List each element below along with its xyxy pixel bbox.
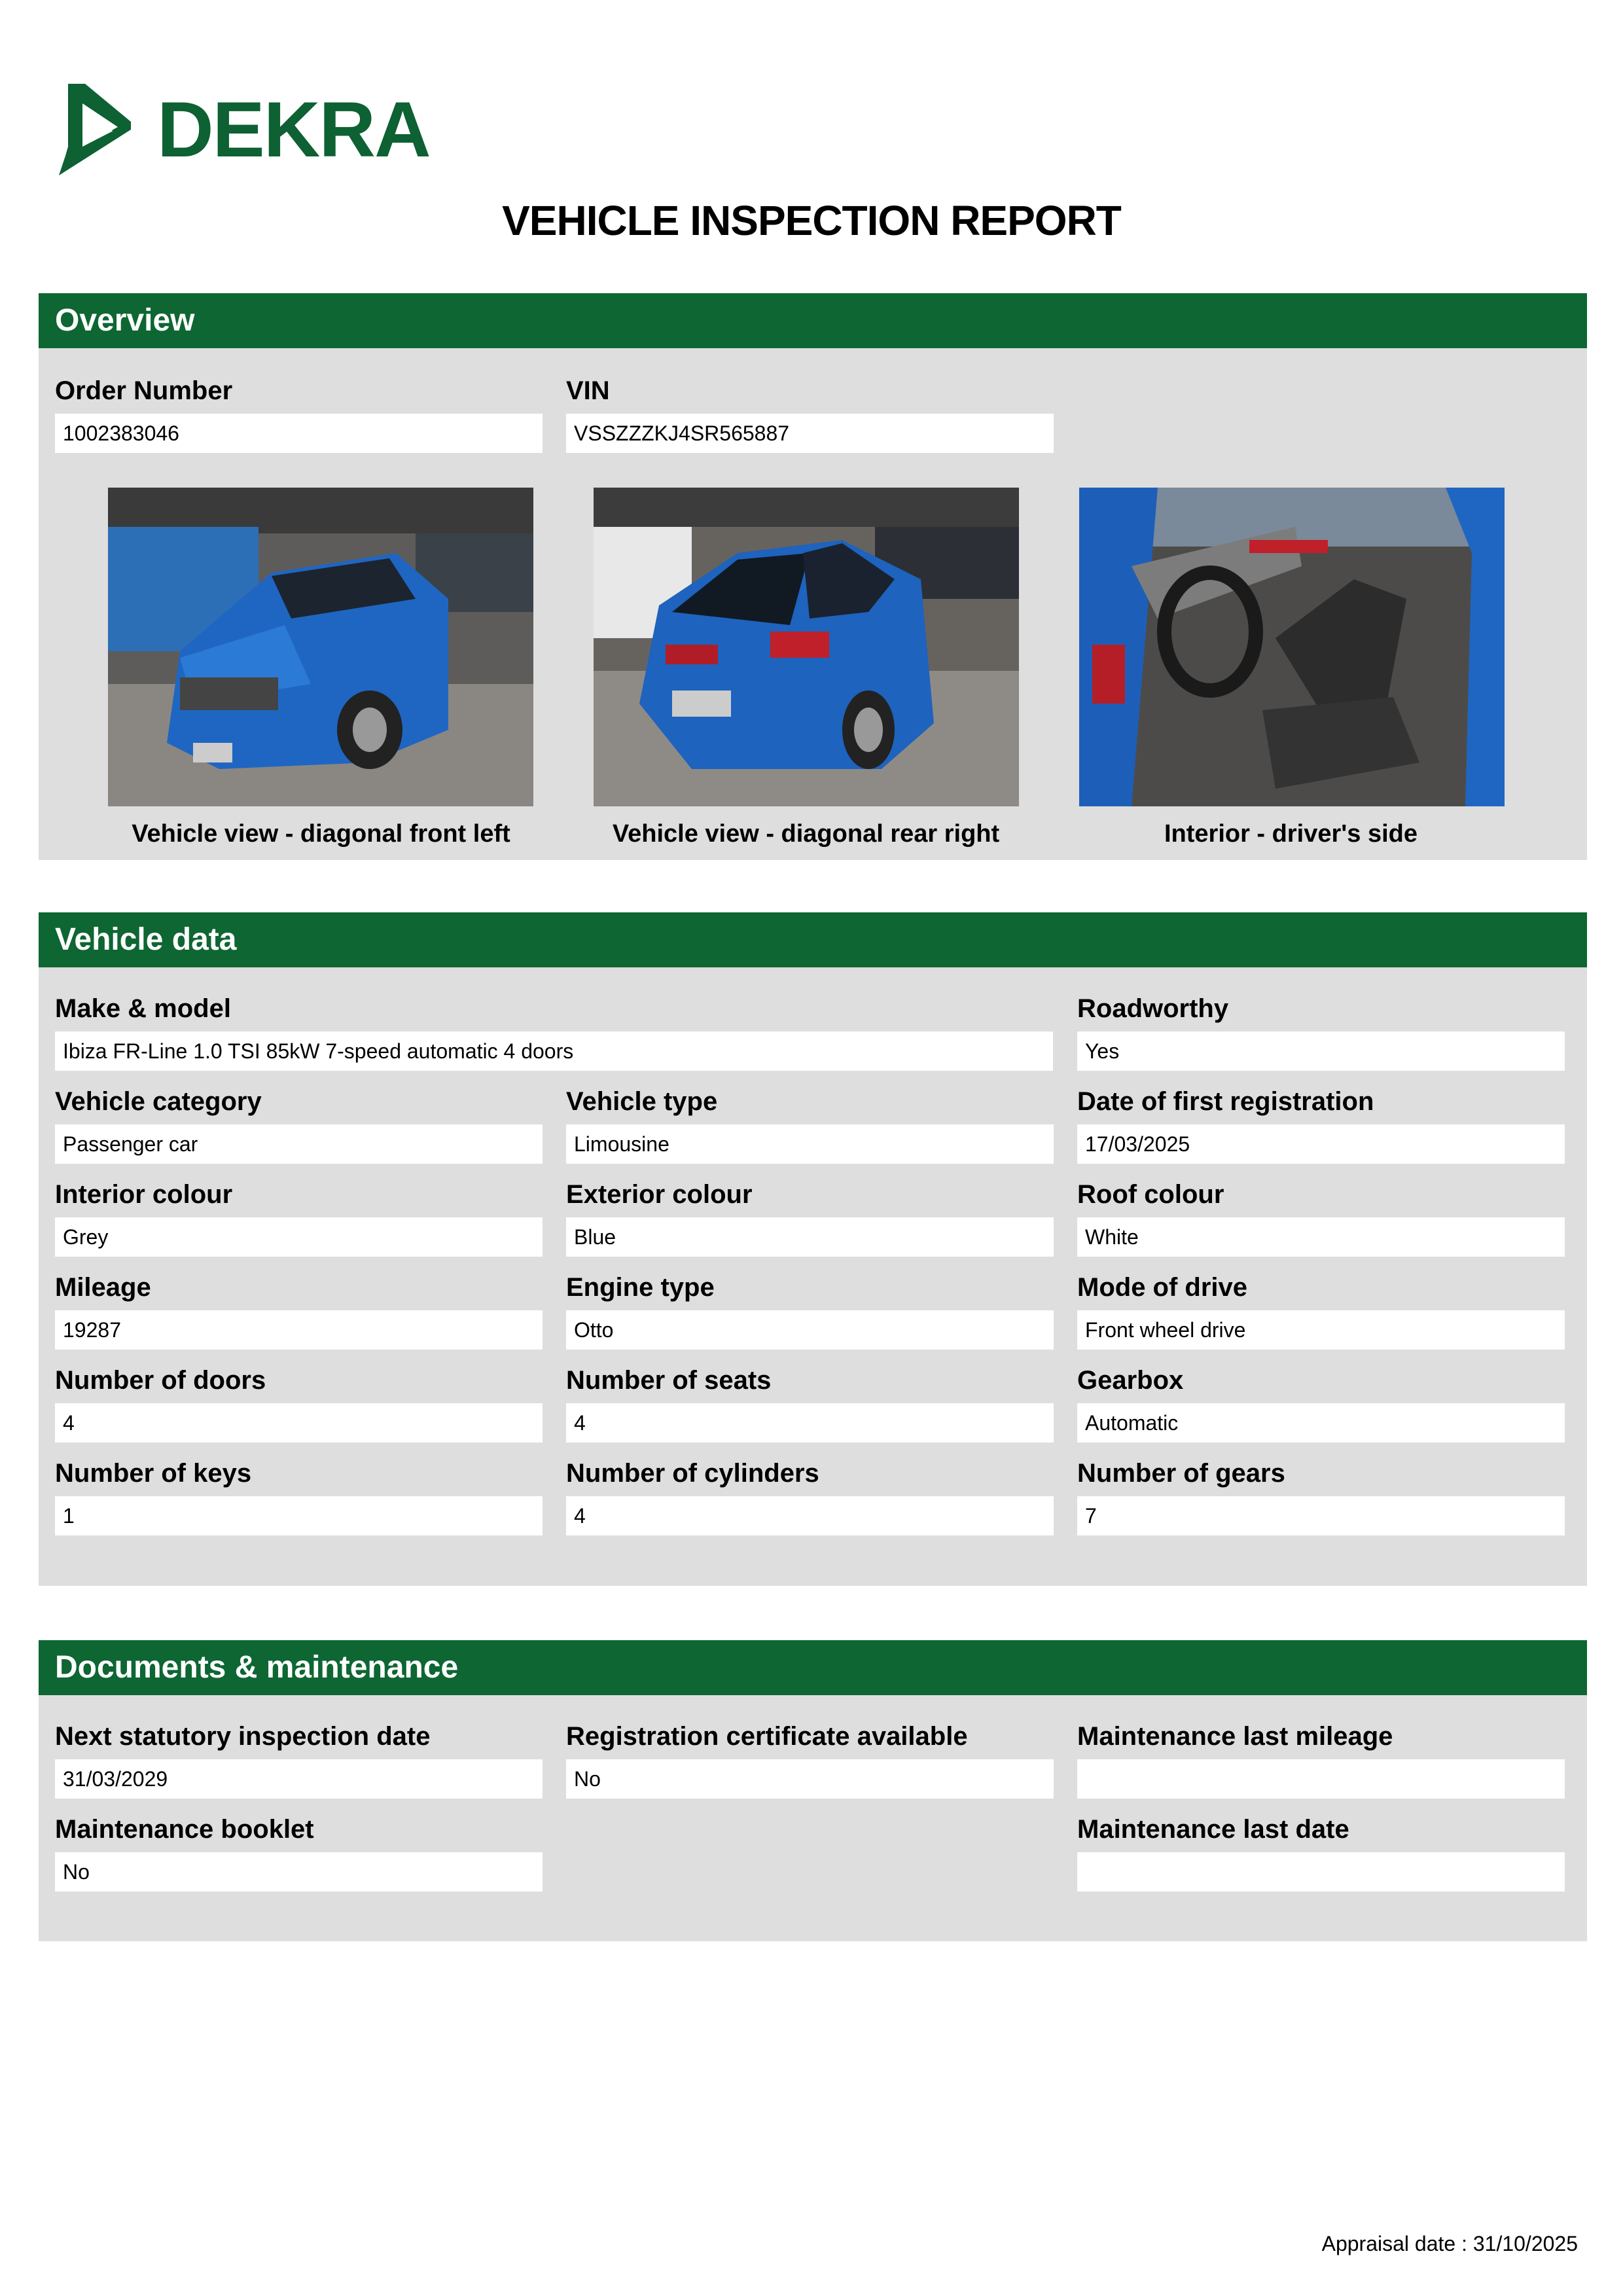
field-label: Mileage (55, 1273, 151, 1302)
page-title: VEHICLE INSPECTION REPORT (502, 197, 1121, 244)
next-inspection-field (55, 1720, 543, 1799)
vehicle-data-section (39, 912, 1587, 1586)
field-value: Grey (55, 1217, 543, 1257)
field-label: Number of keys (55, 1459, 252, 1488)
field-label: Number of cylinders (566, 1459, 819, 1488)
field-label: Mode of drive (1077, 1273, 1248, 1302)
field-label: Make & model (55, 994, 231, 1023)
section-header: Overview (39, 293, 1587, 348)
field-label: Registration certificate available (566, 1722, 968, 1751)
car-rear-photo (594, 488, 1019, 806)
interior-colour-field (55, 1178, 543, 1257)
field-value: 1002383046 (55, 414, 543, 453)
vin-field (566, 374, 1054, 453)
field-label: Gearbox (1077, 1366, 1184, 1395)
field-label: Number of seats (566, 1366, 772, 1395)
vehicle-type-field (566, 1085, 1054, 1164)
field-label: Maintenance last mileage (1077, 1722, 1393, 1751)
field-label: Engine type (566, 1273, 715, 1302)
field-label: Date of first registration (1077, 1087, 1374, 1116)
roof-colour-field (1077, 1178, 1565, 1257)
car-front-photo (108, 488, 533, 806)
field-value: 17/03/2025 (1077, 1124, 1565, 1164)
section-header: Documents & maintenance (39, 1640, 1587, 1695)
dekra-logo (59, 84, 430, 175)
number-of-gears-field (1077, 1457, 1565, 1535)
field-value: 4 (566, 1496, 1054, 1535)
dekra-mark-icon (59, 84, 137, 175)
field-value: No (55, 1852, 543, 1892)
field-value: 7 (1077, 1496, 1565, 1535)
field-label: Maintenance booklet (55, 1815, 314, 1844)
roadworthy-field (1077, 992, 1565, 1071)
photo-caption: Vehicle view - diagonal front left (132, 820, 510, 848)
field-label: Number of gears (1077, 1459, 1285, 1488)
order-number-field (55, 374, 543, 453)
field-value: Yes (1077, 1031, 1565, 1071)
field-label: Vehicle type (566, 1087, 718, 1116)
first-registration-field (1077, 1085, 1565, 1164)
field-value: No (566, 1759, 1054, 1799)
field-label: VIN (566, 376, 610, 405)
field-label: Interior colour (55, 1180, 233, 1209)
field-value: Limousine (566, 1124, 1054, 1164)
make-model-field (55, 992, 1053, 1071)
field-value: Front wheel drive (1077, 1310, 1565, 1350)
vehicle-category-field (55, 1085, 543, 1164)
field-label: Next statutory inspection date (55, 1722, 431, 1751)
registration-certificate-field (566, 1720, 1054, 1799)
photo-caption: Vehicle view - diagonal rear right (612, 820, 1000, 848)
number-of-cylinders-field (566, 1457, 1054, 1535)
field-value: 4 (55, 1403, 543, 1443)
field-value: White (1077, 1217, 1565, 1257)
field-label: Maintenance last date (1077, 1815, 1349, 1844)
field-value: Automatic (1077, 1403, 1565, 1443)
field-value: 4 (566, 1403, 1054, 1443)
field-value: Passenger car (55, 1124, 543, 1164)
field-value (1077, 1759, 1565, 1799)
field-value: Otto (566, 1310, 1054, 1350)
field-value: 31/03/2029 (55, 1759, 543, 1799)
engine-type-field (566, 1271, 1054, 1350)
documents-section (39, 1640, 1587, 1941)
field-label: Exterior colour (566, 1180, 753, 1209)
number-of-keys-field (55, 1457, 543, 1535)
field-label: Number of doors (55, 1366, 266, 1395)
overview-section (39, 293, 1587, 860)
field-value: Ibiza FR-Line 1.0 TSI 85kW 7-speed automatic 4 doors (55, 1031, 1053, 1071)
number-of-seats-field (566, 1364, 1054, 1443)
interior-photo (1079, 488, 1505, 806)
field-value (1077, 1852, 1565, 1892)
appraisal-date: Appraisal date : 31/10/2025 (1321, 2232, 1578, 2255)
field-label: Roof colour (1077, 1180, 1224, 1209)
field-label: Order Number (55, 376, 233, 405)
exterior-colour-field (566, 1178, 1054, 1257)
photo-caption: Interior - driver's side (1164, 820, 1418, 848)
brand-name: DEKRA (157, 86, 430, 173)
maintenance-last-mileage-field (1077, 1720, 1565, 1799)
field-value: Blue (566, 1217, 1054, 1257)
gearbox-field (1077, 1364, 1565, 1443)
number-of-doors-field (55, 1364, 543, 1443)
field-value: VSSZZZKJ4SR565887 (566, 414, 1054, 453)
mode-of-drive-field (1077, 1271, 1565, 1350)
section-header: Vehicle data (39, 912, 1587, 967)
maintenance-last-date-field (1077, 1813, 1565, 1892)
field-label: Roadworthy (1077, 994, 1229, 1023)
field-value: 19287 (55, 1310, 543, 1350)
mileage-field (55, 1271, 543, 1350)
field-value: 1 (55, 1496, 543, 1535)
maintenance-booklet-field (55, 1813, 543, 1892)
field-label: Vehicle category (55, 1087, 262, 1116)
